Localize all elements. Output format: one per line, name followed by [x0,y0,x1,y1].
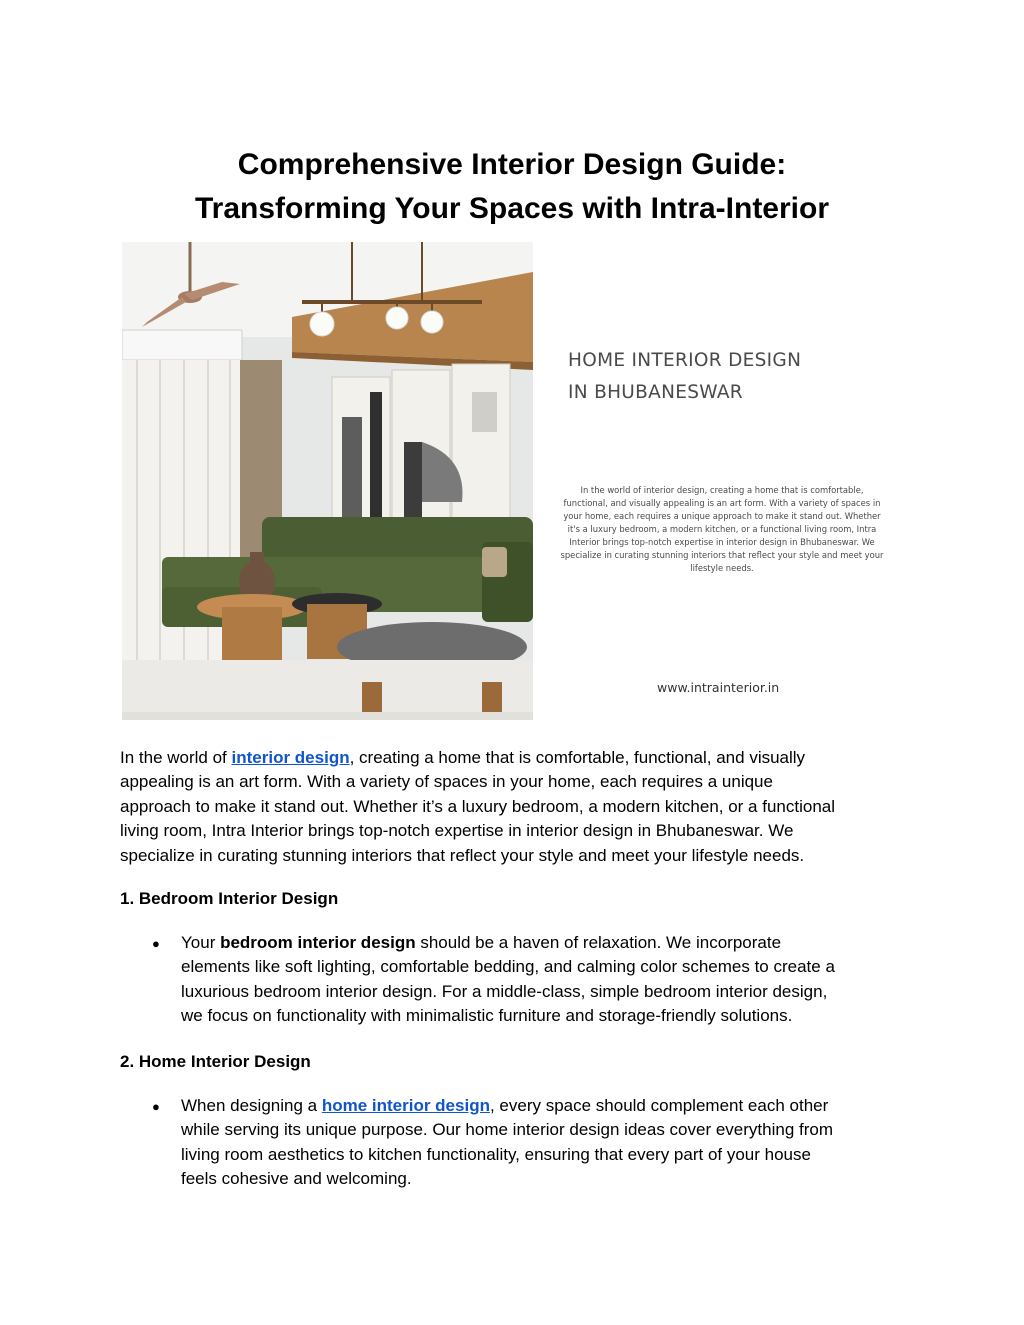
bullet-line: while serving its unique purpose. Our home interior design ideas cover everything from [181,1120,833,1140]
banner-body [557,484,887,575]
bullet-line: we focus on functionality with minimalistic furniture and storage-friendly solutions. [181,1006,793,1026]
bullet-text: should be a haven of relaxation. We incorporate [415,933,782,952]
banner-body-line: your home, each requires a unique approach to make it stand out. Whether [563,511,881,521]
bullet-icon: ● [152,936,160,951]
banner-url: www.intrainterior.in [657,680,780,695]
bedroom-bullet-text [181,931,911,1029]
bullet-text: , every space should complement each other [489,1096,829,1115]
document-title [0,143,1024,231]
banner-body-line: it's a luxury bedroom, a modern kitchen, or a functional living room, Intra [567,524,877,534]
bullet-text: When designing a [181,1096,322,1115]
bullet-text: Your [181,933,221,952]
banner-body-line: specialize in curating stunning interiors that reflect your style and meet your [560,550,884,560]
bullet-line: living room aesthetics to kitchen functionality, ensuring that every part of your house [181,1144,811,1164]
title-line-2: Transforming Your Spaces with Intra-Interior [195,192,829,225]
banner-body-line: functional, and visually appealing is an art form. With a variety of spaces in [563,498,881,508]
living-room-photo [122,242,533,720]
bullet-icon: ● [152,1099,160,1114]
title-line-1: Comprehensive Interior Design Guide: [237,148,787,181]
banner-heading-line-1: HOME INTERIOR DESIGN [568,350,802,371]
home-interior-design-link[interactable]: home interior design [321,1096,490,1115]
intro-line: approach to make it stand out. Whether it’s a luxury bedroom, a modern kitchen, or a functional [120,796,836,816]
hero-banner [122,242,902,720]
home-bullet-text [181,1094,911,1192]
bullet-line: luxurious bedroom interior design. For a middle-class, simple bedroom interior design, [181,981,828,1001]
intro-line: specialize in curating stunning interiors that reflect your style and meet your lifestyle needs. [120,845,805,865]
intro-text: , creating a home that is comfortable, functional, and visually [349,748,806,767]
section-heading-home: 2. Home Interior Design [120,1052,311,1071]
banner-body-line: In the world of interior design, creating a home that is comfortable, [580,485,864,495]
bullet-line: elements like soft lighting, comfortable bedding, and calming color schemes to create a [181,957,835,977]
banner-heading-line-2: IN BHUBANESWAR [568,382,743,403]
intro-line: living room, Intra Interior brings top-notch expertise in interior design in Bhubaneswar. We [120,821,794,841]
bullet-line: feels cohesive and welcoming. [181,1169,412,1189]
section-heading-bedroom: 1. Bedroom Interior Design [120,889,339,908]
intro-text: In the world of [120,748,232,767]
interior-design-link[interactable]: interior design [231,748,350,767]
living-room-illustration [122,242,533,720]
banner-body-line: lifestyle needs. [690,563,754,573]
banner-body-line: Interior brings top-notch expertise in interior design in Bhubaneswar. We [569,537,875,547]
intro-line: appealing is an art form. With a variety of spaces in your home, each requires a unique [120,772,773,792]
bullet-bold-text: bedroom interior design [220,933,416,952]
intro-paragraph [120,746,910,868]
